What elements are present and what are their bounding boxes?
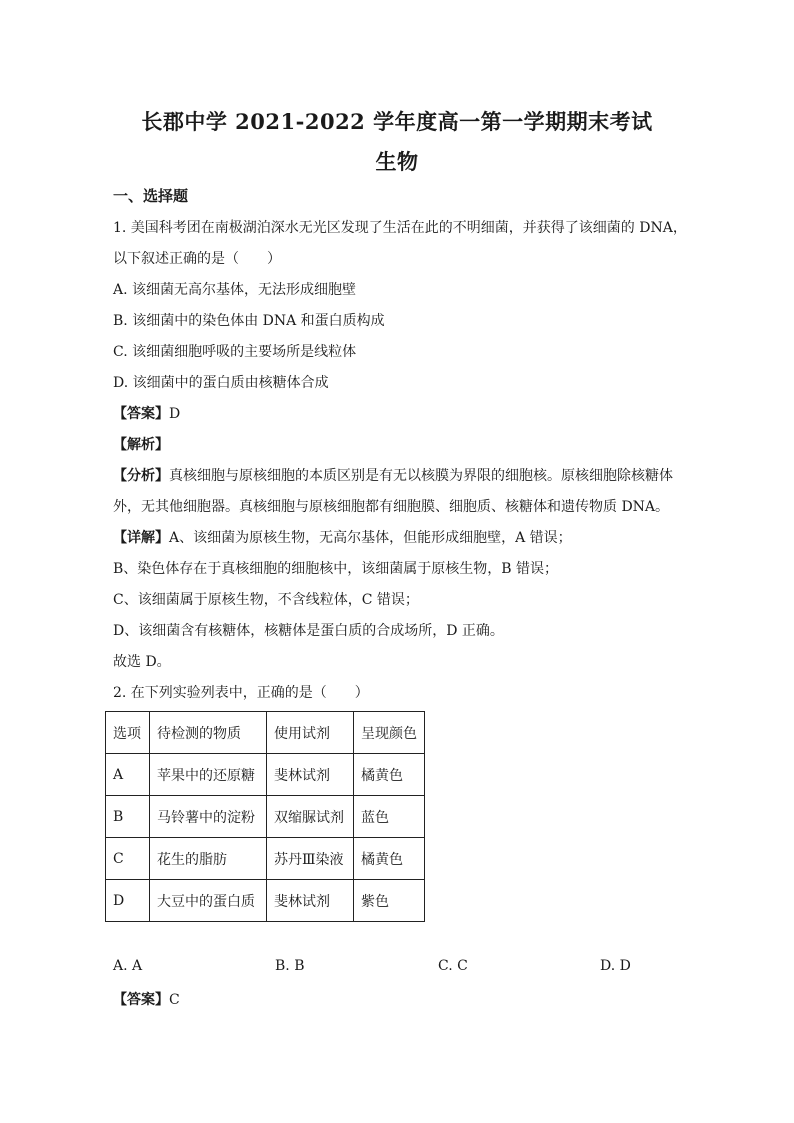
q1-option-a: A. 该细菌无高尔基体，无法形成细胞壁 xyxy=(113,282,357,298)
section-heading: 一、选择题 xyxy=(113,187,189,205)
table-cell: 橘黄色 xyxy=(354,838,425,880)
q1-fenxi-line2: 外，无其他细胞器。真核细胞与原核细胞都有细胞膜、细胞质、核糖体和遗传物质 DNA。 xyxy=(113,499,670,515)
table-cell: 紫色 xyxy=(354,880,425,922)
answer-tag: 【答案】 xyxy=(113,406,169,422)
q1-detail-c: C、该细菌属于原核生物，不含线粒体，C 错误； xyxy=(113,592,419,608)
detail-tag: 【详解】 xyxy=(113,530,169,546)
q2-option-a: A. A xyxy=(113,958,143,974)
q2-option-b: B. B xyxy=(275,958,305,974)
table-cell: 斐林试剂 xyxy=(267,880,354,922)
answer-value: C xyxy=(169,992,180,1008)
q1-detail-b: B、染色体存在于真核细胞的细胞核中，该细菌属于原核生物，B 错误； xyxy=(113,561,559,577)
table-row xyxy=(106,754,425,796)
fenxi-tag: 【分析】 xyxy=(113,468,169,484)
q1-option-b: B. 该细菌中的染色体由 DNA 和蛋白质构成 xyxy=(113,313,385,329)
q2-option-d: D. D xyxy=(600,958,631,974)
table-row xyxy=(106,796,425,838)
table-header-cell: 选项 xyxy=(106,712,150,754)
table-cell: A xyxy=(106,754,150,796)
table-cell: 马铃薯中的淀粉 xyxy=(150,796,267,838)
exam-title: 长郡中学 2021-2022 学年度高一第一学期期末考试 xyxy=(141,109,653,134)
q1-stem-line1: 1. 美国科考团在南极湖泊深水无光区发现了生活在此的不明细菌，并获得了该细菌的 DNA， xyxy=(113,220,687,236)
table-header-row xyxy=(106,712,425,754)
q1-detail-a xyxy=(113,528,572,548)
answer-value: D xyxy=(169,406,181,422)
table-row xyxy=(106,838,425,880)
table-cell: 大豆中的蛋白质 xyxy=(150,880,267,922)
table-header-cell: 待检测的物质 xyxy=(150,712,267,754)
table-header-cell: 呈现颜色 xyxy=(354,712,425,754)
table-cell: 花生的脂肪 xyxy=(150,838,267,880)
answer-tag: 【答案】 xyxy=(113,992,169,1008)
q1-detail-d: D、该细菌含有核糖体，核糖体是蛋白质的合成场所，D 正确。 xyxy=(113,623,504,639)
table-cell: 双缩脲试剂 xyxy=(267,796,354,838)
experiment-table xyxy=(105,711,425,922)
table-cell: 蓝色 xyxy=(354,796,425,838)
detail-a-text: A、该细菌为原核生物，无高尔基体，但能形成细胞壁，A 错误； xyxy=(169,530,572,546)
q1-conclusion: 故选 D。 xyxy=(113,654,171,670)
table-cell: B xyxy=(106,796,150,838)
table-cell: 斐林试剂 xyxy=(267,754,354,796)
table-cell: 苏丹Ⅲ染液 xyxy=(267,838,354,880)
table-cell: 橘黄色 xyxy=(354,754,425,796)
q1-option-c: C. 该细菌细胞呼吸的主要场所是线粒体 xyxy=(113,344,357,360)
q1-answer xyxy=(113,404,180,424)
table-cell: C xyxy=(106,838,150,880)
table-row xyxy=(106,880,425,922)
q2-answer xyxy=(113,990,180,1010)
table-cell: D xyxy=(106,880,150,922)
q2-stem: 2. 在下列实验列表中，正确的是（ ） xyxy=(113,685,369,701)
q2-option-c: C. C xyxy=(438,958,468,974)
fenxi-text-1: 真核细胞与原核细胞的本质区别是有无以核膜为界限的细胞核。原核细胞除核糖体 xyxy=(169,468,673,484)
subject-title: 生物 xyxy=(375,149,419,174)
analysis-tag: 【解析】 xyxy=(113,437,169,453)
q1-option-d: D. 该细菌中的蛋白质由核糖体合成 xyxy=(113,375,329,391)
q1-fenxi-line1 xyxy=(113,466,673,486)
q1-stem-line2: 以下叙述正确的是（ ） xyxy=(113,251,281,267)
table-header-cell: 使用试剂 xyxy=(267,712,354,754)
table-cell: 苹果中的还原糖 xyxy=(150,754,267,796)
